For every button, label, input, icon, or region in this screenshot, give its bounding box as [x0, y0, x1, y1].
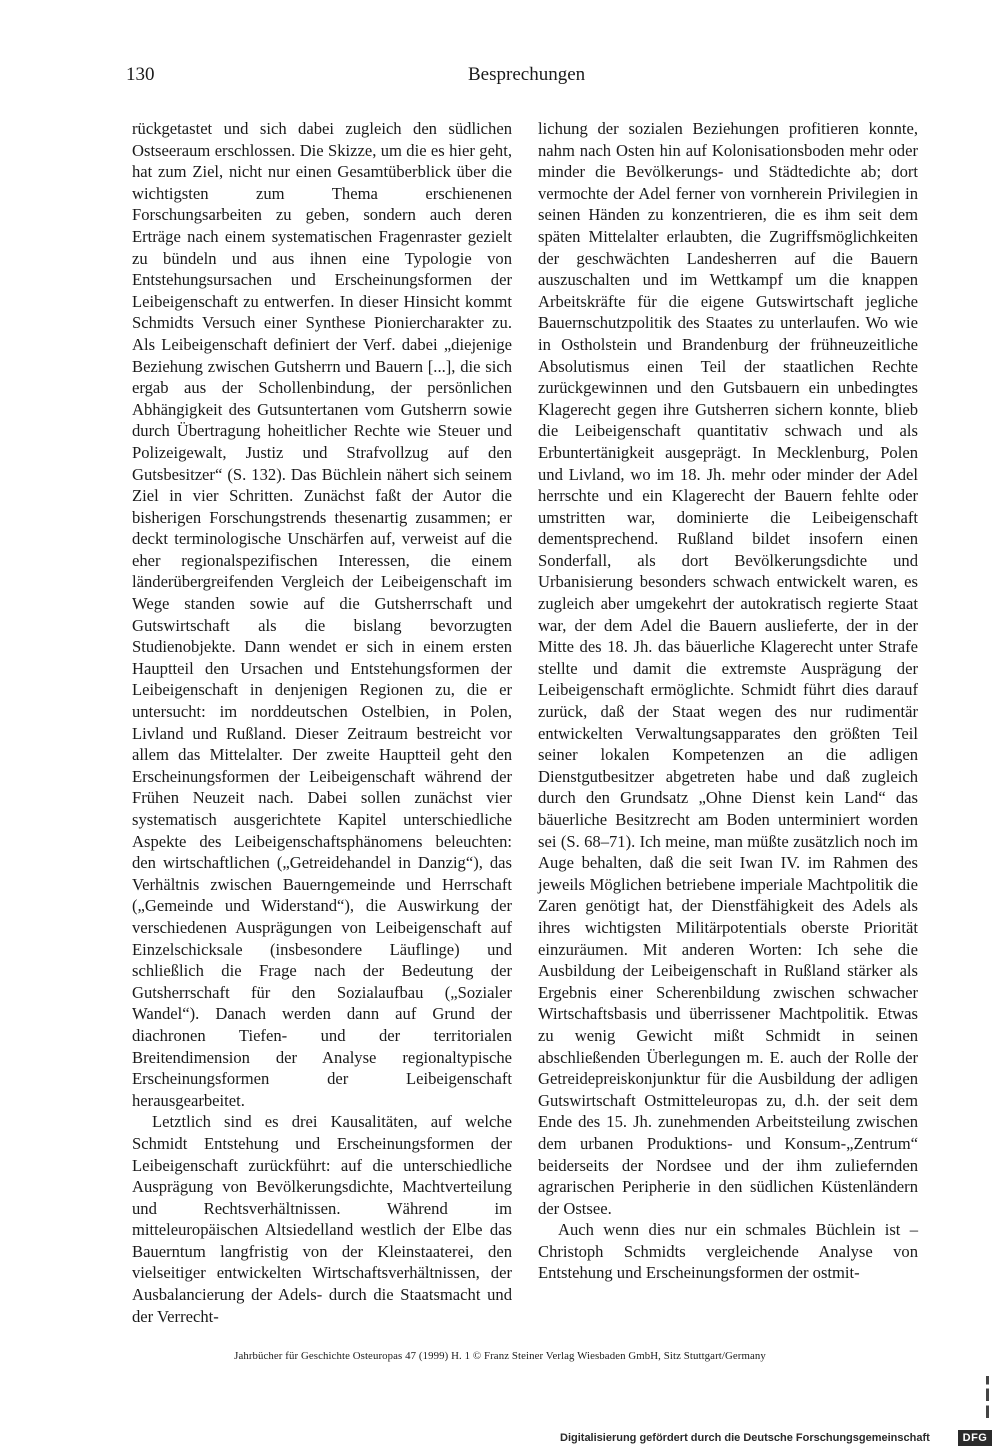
page-number: 130	[126, 64, 155, 85]
paragraph: rückgetastet und sich dabei zugleich den südlichen Ostseeraum erschlossen. Die Skizze, um die es hier geht, hat zum Ziel, nicht nur einen Gesamtüberblick über die wichtigsten zum Thema erschienenen Forschungsarbeiten zu geben, sondern auch deren Erträge nach einem systematischen Fragenraster gezielt zu bündeln und aus ihnen eine Typologie von Entstehungsursachen und Erscheinungsformen der Leibeigenschaft zu entwerfen. In dieser Hinsicht kommt Schmidts Versuch einer Synthese Pioniercharakter zu. Als Leibeigenschaft definiert der Verf. dabei „diejenige Beziehung zwischen Gutsherrn und Bauern [...], die sich ergab aus der Schollenbindung, der persönlichen Abhängigkeit des Gutsuntertanen vom Gutsherrn sowie durch Übertragung hoheitlicher Rechte wie Steuer und Polizeigewalt, Justiz und Strafvollzug auf den Gutsbesitzer“ (S. 132). Das Büchlein nähert sich seinem Ziel in vier Schritten. Zunächst faßt der Autor die bisherigen Forschungstrends thesenartig zusammen; er deckt terminologische Unschärfen auf, verweist auf die eher regionalspezifischen Interessen, die einem länderübergreifenden Vergleich der Leibeigenschaft im Wege standen sowie auf die Gutsherrschaft und Gutswirtschaft als die bislang bevorzugten Studienobjekte. Dann wendet er sich in einem ersten Hauptteil den Ursachen und Entstehungsformen der Leibeigenschaft in denjenigen Regionen zu, die er untersucht: im norddeutschen Ostelbien, in Polen, Livland und Rußland. Dieser Zeitraum bestreicht vor allem das Mittelalter. Der zweite Hauptteil geht den Erscheinungsformen der Leibeigenschaft während der Frühen Neuzeit nach. Dabei sollen zunächst vier systematisch ausgerichtete Kapitel unterschiedliche Aspekte des Leibeigenschaftsphänomens beleuchten: den wirtschaftlichen („Getreidehandel in Danzig“), das Verhältnis zwischen Bauerngemeinde und Herrschaft („Gemeinde und Widerstand“), die Auswirkung der verschiedenen Ausprägungen von Leibeigenschaft auf Einzelschicksale (insbesondere Läuflinge) und schließlich die Frage nach der Bedeutung der Gutsherrschaft für den Sozialaufbau („Sozialer Wandel“). Danach werden dann auf Grund der diachronen Tiefen- und der territorialen Breitendimension der Analyse regionaltypische Erscheinungsformen der Leibeigenschaft herausgearbeitet.	[132, 119, 512, 1110]
running-head: Besprechungen	[468, 64, 586, 85]
paragraph: lichung der sozialen Beziehungen profitieren konnte, nahm nach Osten hin auf Kolonisationsboden mehr oder minder die Bevölkerungs- und Städtedichte ab; dort vermochte der Adel ferner von vornherein Privilegien in seinen Händen zu konzentrieren, die es ihm seit dem späten Mittelalter erlaubten, die Zugriffsmöglichkeiten der geschwächten Landesherren auf die Bauern auszuschalten und im Wettkampf um die knappen Arbeitskräfte für die eigene Gutswirtschaft jegliche Bauernschutzpolitik des Staates zu unterlaufen. Wo wie in Ostholstein und Brandenburg der frühneuzeitliche Absolutismus einen Teil der staatlichen Rechte zurückgewinnen und den Gutsbauern ein unbedingtes Klagerecht gegen ihre Gutsherren sichern konnte, blieb die Leibeigenschaft quantitativ schwach und als Erbuntertänigkeit ausgeprägt. In Mecklenburg, Polen und Livland, wo im 18. Jh. mehr oder minder der Adel herrschte und ein Klagerecht der Bauern fehlte oder umstritten war, dominierte die Leibeigenschaft dementsprechend. Rußland bildet insofern einen Sonderfall, als dort Bevölkerungsdichte und Urbanisierung besonders schwach entwickelt waren, es zugleich aber umgekehrt der autokratisch regierte Staat war, der dem Adel die Bauern auslieferte, der in der Mitte des 18. Jh. das bäuerliche Klagerecht unter Strafe stellte und damit die extremste Ausprägung der Leibeigenschaft ermöglichte. Schmidt führt dies darauf zurück, daß der Staat wegen des nur rudimentär entwickelten Verwaltungsapparates den größten Teil seiner lokalen Kompetenzen an die adligen Dienstgutbesitzer abgetreten habe und daß zugleich durch den Grundsatz „Ohne Dienst kein Land“ das bäuerliche Besitzrecht am Boden unterminiert worden sei (S. 68–71). Ich meine, man müßte zusätzlich noch im Auge behalten, daß die seit Iwan IV. im Rahmen des jeweils Möglichen betriebene imperiale Machtpolitik die Zaren genötigt hat, der Dienstfähigkeit des Adels als ihres wichtigsten Militärpotentials oberste Priorität einzuräumen. Mit anderen Worten: Ich sehe die Ausbildung der Leibeigenschaft in Rußland stärker als Ergebnis einer Scherenbildung zwischen schwacher Wirtschaftsbasis und überrissener Machtpolitik. Etwas zu wenig Gewicht mißt Schmidt in seinen abschließenden Überlegungen m. E. auch der Rolle der Getreidepreiskonjunktur für die Ausbildung der adligen Gutswirtschaft Ostmitteleuropas zu, d.h. der seit dem Ende des 15. Jh. zunehmenden Arbeitsteilung zwischen dem urbanen Produktions- und Konsum-„Zentrum“ beiderseits der Nordsee und der ihm zuliefernden agrarischen Peripherie in den südlichen Küstenländern der Ostsee.	[538, 119, 918, 1218]
right-column	[538, 118, 918, 1284]
dfg-logo: DFG	[958, 1430, 992, 1446]
footer-citation: Jahrbücher für Geschichte Osteuropas 47 (1999) H. 1 © Franz Steiner Verlag Wiesbaden GmbH, Sitz Stuttgart/Germany	[234, 1350, 766, 1362]
digitization-note: Digitalisierung gefördert durch die Deutsche Forschungsgemeinschaft	[560, 1432, 930, 1444]
paragraph: Auch wenn dies nur ein schmales Büchlein ist – Christoph Schmidts vergleichende Analyse von Entstehung und Erscheinungsformen der ostmit-	[538, 1220, 918, 1283]
page-edge-bar	[986, 1376, 989, 1418]
left-column	[132, 118, 512, 1327]
paragraph: Letztlich sind es drei Kausalitäten, auf welche Schmidt Entstehung und Erscheinungsformen der Leibeigenschaft zurückführt: auf die unterschiedliche Ausprägung von Bevölkerungsdichte, Machtverteilung und Rechtsverhältnissen. Während im mitteleuropäischen Altsiedelland westlich der Elbe das Bauerntum langfristig von der Kleinstaaterei, den vielseitiger entwickelten Wirtschaftsverhältnissen, der Ausbalancierung der Adels- durch die Staatsmacht und der Verrecht-	[132, 1112, 512, 1326]
